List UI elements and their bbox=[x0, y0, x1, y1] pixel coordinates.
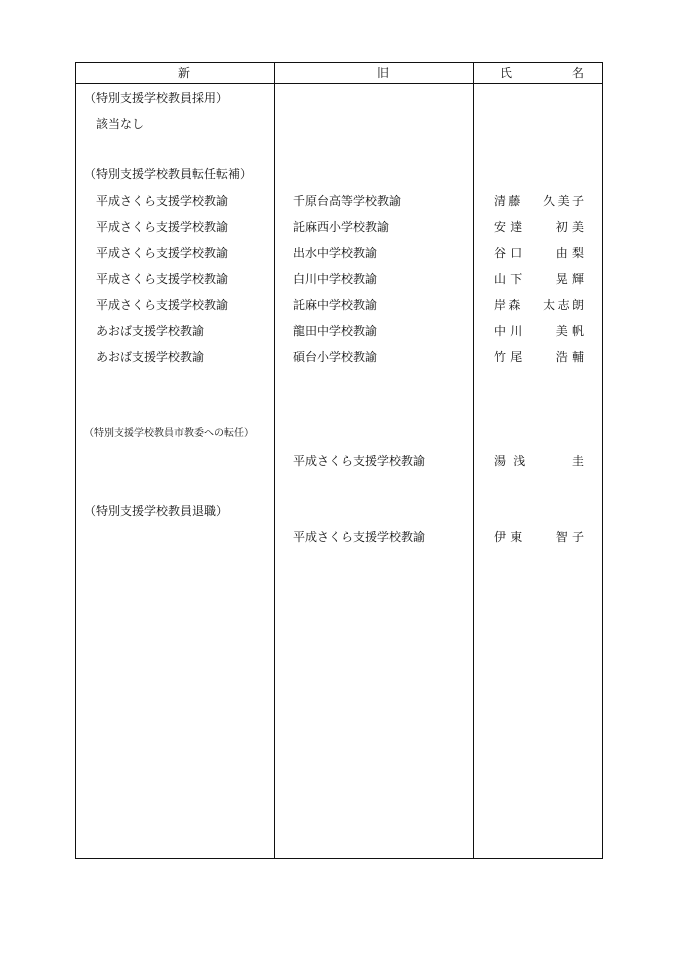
board-person-name: 湯 浅 圭 bbox=[494, 454, 584, 468]
transfer-person-name: 安 達 初 美 bbox=[494, 220, 584, 234]
header-new: 新 bbox=[178, 66, 191, 80]
retire-person-name: 伊 東 智 子 bbox=[494, 530, 584, 544]
transfer-person-name: 谷 口 由 梨 bbox=[494, 246, 584, 260]
transfer-person-name: 山 下 晃 輝 bbox=[494, 272, 584, 286]
transfer-old: 龍田中学校教諭 bbox=[293, 324, 378, 338]
hiring-none: 該当なし bbox=[96, 117, 145, 131]
transfer-old: 千原台高等学校教諭 bbox=[293, 194, 402, 208]
transfer-old: 碩台小学校教諭 bbox=[293, 350, 378, 364]
header-divider bbox=[76, 83, 602, 84]
transfer-new: あおば支援学校教諭 bbox=[96, 350, 205, 364]
transfer-new: 平成さくら支援学校教諭 bbox=[96, 298, 229, 312]
transfer-old: 託麻西小学校教諭 bbox=[293, 220, 390, 234]
transfer-person-name: 竹 尾 浩 輔 bbox=[494, 350, 584, 364]
transfer-new: あおば支援学校教諭 bbox=[96, 324, 205, 338]
header-name-1: 氏 bbox=[500, 66, 513, 80]
transfer-new: 平成さくら支援学校教諭 bbox=[96, 194, 229, 208]
column-divider-2 bbox=[473, 63, 474, 858]
transfer-person-name: 清 藤 久 美 子 bbox=[494, 194, 584, 208]
retire-old: 平成さくら支援学校教諭 bbox=[293, 530, 426, 544]
section-heading-retire: （特別支援学校教員退職） bbox=[84, 504, 229, 518]
transfer-old: 出水中学校教諭 bbox=[293, 246, 378, 260]
transfer-person-name: 中 川 美 帆 bbox=[494, 324, 584, 338]
personnel-table bbox=[75, 62, 603, 859]
board-old: 平成さくら支援学校教諭 bbox=[293, 454, 426, 468]
section-heading-transfer: （特別支援学校教員転任転補） bbox=[84, 167, 253, 181]
transfer-new: 平成さくら支援学校教諭 bbox=[96, 246, 229, 260]
transfer-old: 白川中学校教諭 bbox=[293, 272, 378, 286]
section-heading-hiring: （特別支援学校教員採用） bbox=[84, 91, 229, 105]
transfer-new: 平成さくら支援学校教諭 bbox=[96, 220, 229, 234]
transfer-old: 託麻中学校教諭 bbox=[293, 298, 378, 312]
transfer-person-name: 岸 森 太 志 朗 bbox=[494, 298, 584, 312]
section-heading-board: （特別支援学校教員市教委への転任） bbox=[84, 428, 254, 439]
header-name-2: 名 bbox=[572, 66, 585, 80]
column-divider-1 bbox=[274, 63, 275, 858]
header-old: 旧 bbox=[377, 66, 390, 80]
transfer-new: 平成さくら支援学校教諭 bbox=[96, 272, 229, 286]
